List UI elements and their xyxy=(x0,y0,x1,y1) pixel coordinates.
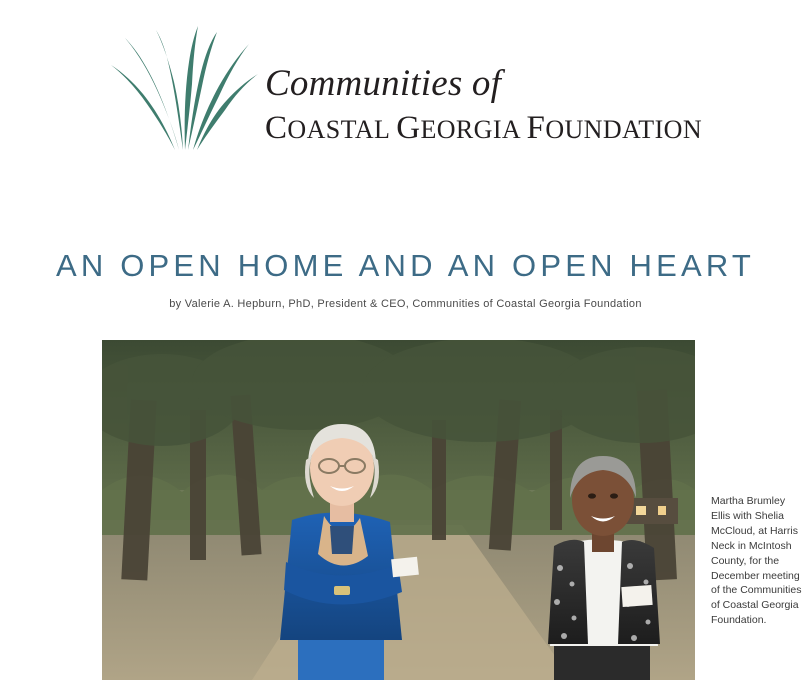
article-headline: AN OPEN HOME AND AN OPEN HEART xyxy=(55,248,756,283)
logo-cap-g: G xyxy=(396,109,421,146)
marsh-grass-icon xyxy=(109,22,259,152)
logo-text-oastal: OASTAL xyxy=(287,114,397,144)
photo-caption: Martha Brumley Ellis with Shelia McCloud, at Harris Neck in McIntosh County, for the December meeting of the Communities of Coastal Georgia Foundation. xyxy=(711,495,802,627)
logo-line-communities-of: Communities of xyxy=(265,62,502,104)
logo-wordmark xyxy=(265,62,703,152)
logo-text-eorgia: EORGIA xyxy=(420,114,527,144)
article-photo xyxy=(102,340,695,680)
logo-cap-c: C xyxy=(265,109,288,146)
logo-cap-f: F xyxy=(526,109,546,146)
logo-text-oundation: OUNDATION xyxy=(545,114,703,144)
logo-row xyxy=(126,22,703,152)
article-byline: by Valerie A. Hepburn, PhD, President & CEO, Communities of Coastal Georgia Foundation xyxy=(169,298,642,310)
foundation-logo xyxy=(0,22,811,152)
logo-line-foundation-name xyxy=(265,110,702,146)
